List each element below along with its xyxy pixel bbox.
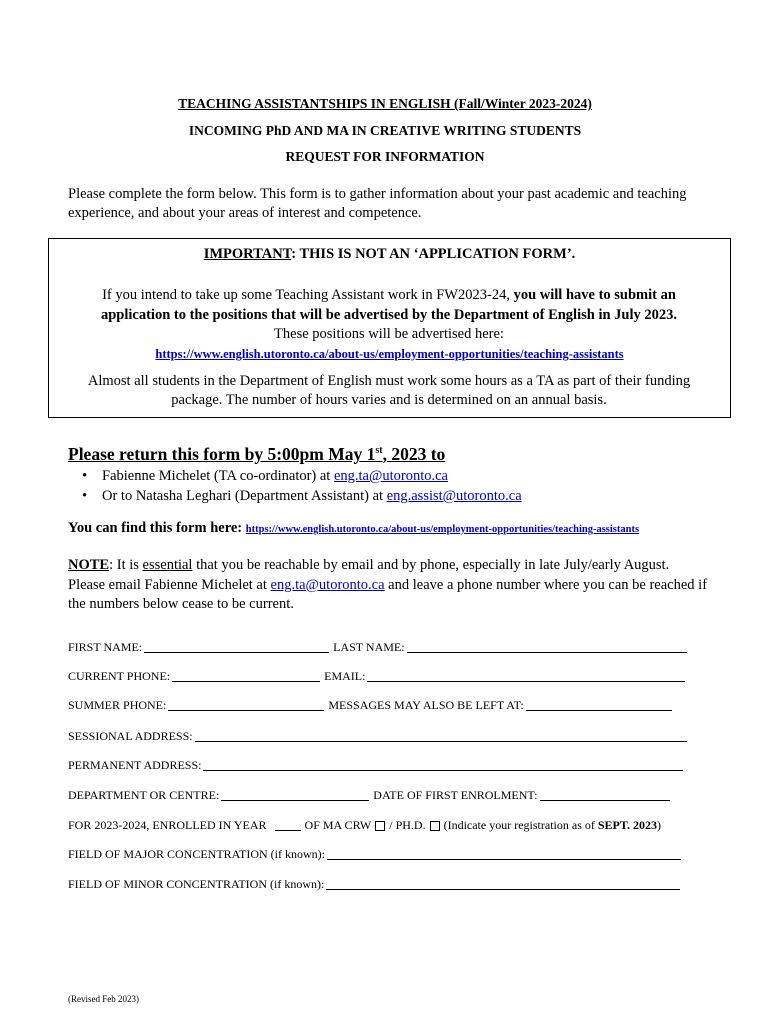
current-phone-field[interactable] xyxy=(172,670,320,682)
summer-phone-label: SUMMER PHONE: xyxy=(68,698,167,712)
positions-link[interactable]: https://www.english.utoronto.ca/about-us/employment-opportunities/teaching-assistants xyxy=(155,347,624,361)
permanent-address-label: PERMANENT ADDRESS: xyxy=(68,758,202,772)
form-link[interactable]: https://www.english.utoronto.ca/about-us/employment-opportunities/teaching-assistants xyxy=(245,524,640,535)
messages-label: MESSAGES MAY ALSO BE LEFT AT: xyxy=(328,698,524,712)
registration-note-a: (Indicate your registration as of xyxy=(443,818,598,832)
messages-field[interactable] xyxy=(526,699,672,711)
contact-ta-text: Fabienne Michelet (TA co-ordinator) at xyxy=(102,468,334,484)
enrolled-label: FOR 2023-2024, ENROLLED IN YEAR xyxy=(68,818,267,832)
title-line-2: INCOMING PhD AND MA IN CREATIVE WRITING STUDENTS xyxy=(188,123,582,138)
intro-paragraph: Please complete the form below. This form is to gather information about your past academic and teaching experience, and about your areas of interest and competence. xyxy=(68,186,687,221)
important-label: IMPORTANT xyxy=(203,246,292,262)
major-field[interactable] xyxy=(327,848,681,860)
assistant-email-link[interactable]: eng.assist@utoronto.ca xyxy=(386,488,522,504)
first-enrolment-field[interactable] xyxy=(540,789,670,801)
summer-phone-row xyxy=(68,698,676,713)
contact-item-assistant xyxy=(82,486,522,506)
first-name-field[interactable] xyxy=(144,641,329,653)
important-p1-start: If you intend to take up some Teaching Assistant work in FW2023-24, xyxy=(102,287,514,303)
department-field[interactable] xyxy=(221,789,369,801)
department-label: DEPARTMENT OR CENTRE: xyxy=(68,788,220,802)
sessional-address-field[interactable] xyxy=(195,730,687,742)
last-name-label: LAST NAME: xyxy=(333,640,405,654)
important-heading xyxy=(49,246,730,263)
major-label: FIELD OF MAJOR CONCENTRATION (if known): xyxy=(68,847,325,861)
phone-email-row xyxy=(68,669,689,684)
return-heading-sup: st xyxy=(375,445,383,457)
phd-label: / PH.D. xyxy=(389,818,426,832)
note-essential: essential xyxy=(142,557,193,573)
phd-checkbox[interactable] xyxy=(430,821,440,831)
email-label: EMAIL: xyxy=(324,669,366,683)
first-enrolment-label: DATE OF FIRST ENROLMENT: xyxy=(373,788,538,802)
minor-field[interactable] xyxy=(326,878,680,890)
minor-label: FIELD OF MINOR CONCENTRATION (if known): xyxy=(68,877,325,891)
contact-list xyxy=(82,466,522,506)
important-p1-bold: you will have to submit an application to the positions that will be advertised by the Department of English in July 2023. xyxy=(100,287,677,323)
permanent-address-row xyxy=(68,758,687,773)
title-line-3: REQUEST FOR INFORMATION xyxy=(285,149,485,164)
registration-note-bold: SEPT. 2023 xyxy=(597,818,657,832)
sessional-address-row xyxy=(68,729,691,744)
important-box xyxy=(48,238,731,418)
return-heading-a: Please return this form by 5:00pm May 1 xyxy=(68,444,376,464)
return-heading xyxy=(68,444,445,465)
sessional-address-label: SESSIONAL ADDRESS: xyxy=(68,729,193,743)
ma-crw-checkbox[interactable] xyxy=(375,821,385,831)
find-form-label: You can find this form here: xyxy=(68,520,246,536)
first-name-label: FIRST NAME: xyxy=(68,640,143,654)
contact-assistant-text: Or to Natasha Leghari (Department Assistant) at xyxy=(102,488,387,504)
department-row xyxy=(68,788,674,803)
permanent-address-field[interactable] xyxy=(203,759,683,771)
enrolled-of-ma-label: OF MA CRW xyxy=(304,818,372,832)
registration-note xyxy=(444,818,661,833)
note-text-3: and leave a phone number where you can be reached if the numbers below cease to be current. xyxy=(68,576,708,612)
note-text-2: that you be reachable by email and by phone, especially in late July/early August. Please email Fabienne Michelet at xyxy=(68,557,670,593)
current-phone-label: CURRENT PHONE: xyxy=(68,669,171,683)
note-paragraph xyxy=(68,556,708,615)
important-paragraph-1 xyxy=(79,286,699,345)
name-row xyxy=(68,640,691,655)
ta-email-link[interactable]: eng.ta@utoronto.ca xyxy=(333,468,448,484)
note-text-1: : It is xyxy=(109,557,143,573)
email-field[interactable] xyxy=(367,670,685,682)
major-row xyxy=(68,847,685,862)
note-email-link[interactable]: eng.ta@utoronto.ca xyxy=(270,576,385,593)
return-heading-b: , 2023 to xyxy=(382,444,446,464)
summer-phone-field[interactable] xyxy=(168,699,324,711)
enrolled-row xyxy=(68,818,661,833)
important-paragraph-2: Almost all students in the Department of English must work some hours as a TA as part of their funding package. The number of hours varies and is determined on an annual basis. xyxy=(87,373,691,408)
contact-item-ta xyxy=(82,466,522,486)
important-link-row xyxy=(49,347,730,362)
last-name-field[interactable] xyxy=(407,641,687,653)
registration-note-b: ) xyxy=(656,818,661,832)
revision-footer: (Revised Feb 2023) xyxy=(68,994,139,1004)
note-label: NOTE xyxy=(68,557,110,573)
minor-row xyxy=(68,877,684,892)
enrolled-year-field[interactable] xyxy=(275,819,301,831)
title-line-1: TEACHING ASSISTANTSHIPS IN ENGLISH (Fall/Winter 2023-2024) xyxy=(178,96,592,111)
find-form-row xyxy=(68,520,639,537)
important-p1-end: These positions will be advertised here: xyxy=(274,326,504,342)
important-heading-rest: : THIS IS NOT AN ‘APPLICATION FORM’. xyxy=(291,246,576,262)
